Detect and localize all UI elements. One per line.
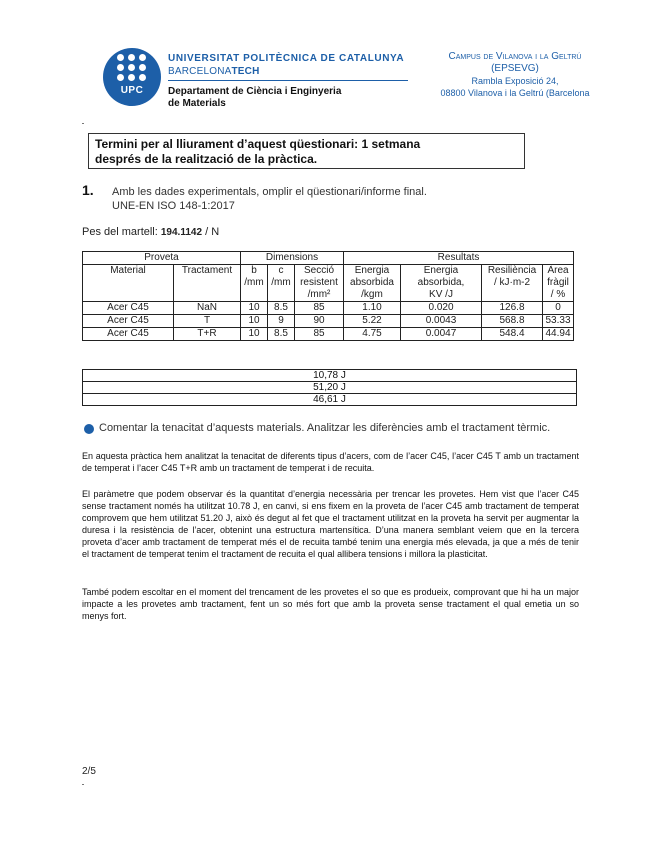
answer-paragraph-1: En aquesta pràctica hem analitzat la tenacitat de diferents tipus d’acers, com de l’acer C45, l’acer C45 T amb un tractament de temperat i l’acer C45 T+R amb un tractament de temperat i de recuita. [82, 451, 579, 473]
deadline-box [88, 133, 525, 169]
energy-row: 10,78 J [83, 370, 577, 382]
department-name: Departament de Ciència i Enginyeria de Materials [168, 86, 342, 109]
decorative-tick [82, 784, 84, 785]
logo-dots-icon [117, 54, 147, 84]
answer-paragraph-3: També podem escoltar en el moment del trencament de les provetes el so que es produeix, comprovant que hi ha un major impacte a les provetes amb tractament, fent un so més fort que amb la proveta sense tractament el qual emetia un so menys fort. [82, 587, 579, 621]
group-header-results: Resultats [344, 252, 574, 265]
energy-row: 51,20 J [83, 382, 577, 394]
page-number: 2/5 [82, 766, 96, 777]
col-header-energia-kv: Energia absorbida, KV /J [401, 265, 482, 302]
table-row: Acer C45 T 10 9 90 5.22 0.0043 568.8 53.33 [83, 315, 574, 328]
university-subtitle: BARCELONATECH [168, 66, 260, 77]
upc-logo [103, 48, 161, 106]
table-group-header-row [83, 252, 574, 265]
col-header-c: c /mm [268, 265, 295, 302]
col-header-seccio: Secció resistent /mm² [295, 265, 344, 302]
comment-question: Comentar la tenacitat d’aquests materials. Analitzar les diferències amb el tractament tèrmic. [99, 422, 551, 434]
group-header-dimensions: Dimensions [241, 252, 344, 265]
results-table [82, 251, 574, 341]
col-header-resiliencia: Resiliència / kJ·m-2 [482, 265, 543, 302]
energy-row: 46,61 J [83, 394, 577, 406]
table-row: Acer C45 NaN 10 8.5 85 1.10 0.020 126.8 0 [83, 302, 574, 315]
col-header-tractament: Tractament [174, 265, 241, 302]
hammer-weight: Pes del martell: 194.1142 / N [82, 226, 220, 238]
decorative-tick [82, 123, 84, 124]
group-header-proveta: Proveta [83, 252, 241, 265]
deadline-text: Termini per al lliurament d’aquest qüestionari: 1 setmana després de la realització de la pràctica. [95, 137, 421, 166]
col-header-material: Material [83, 265, 174, 302]
campus-address: Campus de Vilanova i la Geltrú (EPSEVG) Rambla Exposició 24, 08800 Vilanova i la Geltrú (Barcelona [440, 51, 590, 98]
col-header-b: b /mm [241, 265, 268, 302]
col-header-area: Àrea fràgil / % [543, 265, 574, 302]
logo-text: UPC [120, 85, 144, 96]
header-divider [168, 80, 408, 81]
bullet-icon [84, 424, 94, 434]
answer-paragraph-2: El paràmetre que podem observar és la quantitat d’energia necessària per trencar les provetes. Hem vist que l’acer C45 sense tractament només ha utilitzat 10.78 J, en canvi, si ens fixem en la proveta de l’acer C45 amb tractament de temperat comprovem que hem utilitzat 51.20 J, això és degut al fet que el tractament utilitzat en la proveta ha servit per augmentar la duresa i la resistència de l’acer, obtenint una estructura martensítica. D’una manera semblant veiem que en la tercera proveta d’acer amb tractament de temperat més el de recuita també tenim una energia més elevada, ja que a més de tenir el tractament de temperat tenim el tractament de recuita el qual allibera tensions i millora la plasticitat. [82, 489, 579, 559]
table-row: Acer C45 T+R 10 8.5 85 4.75 0.0047 548.4 44.94 [83, 328, 574, 341]
question-number: 1. [82, 182, 94, 198]
question-text: Amb les dades experimentals, omplir el qüestionari/informe final. UNE-EN ISO 148-1:2017 [112, 186, 427, 212]
energy-values-table [82, 369, 577, 406]
university-name: UNIVERSITAT POLITÈCNICA DE CATALUNYA [168, 53, 405, 64]
table-column-header-row [83, 265, 574, 302]
col-header-energia-kgm: Energia absorbida /kgm [344, 265, 401, 302]
